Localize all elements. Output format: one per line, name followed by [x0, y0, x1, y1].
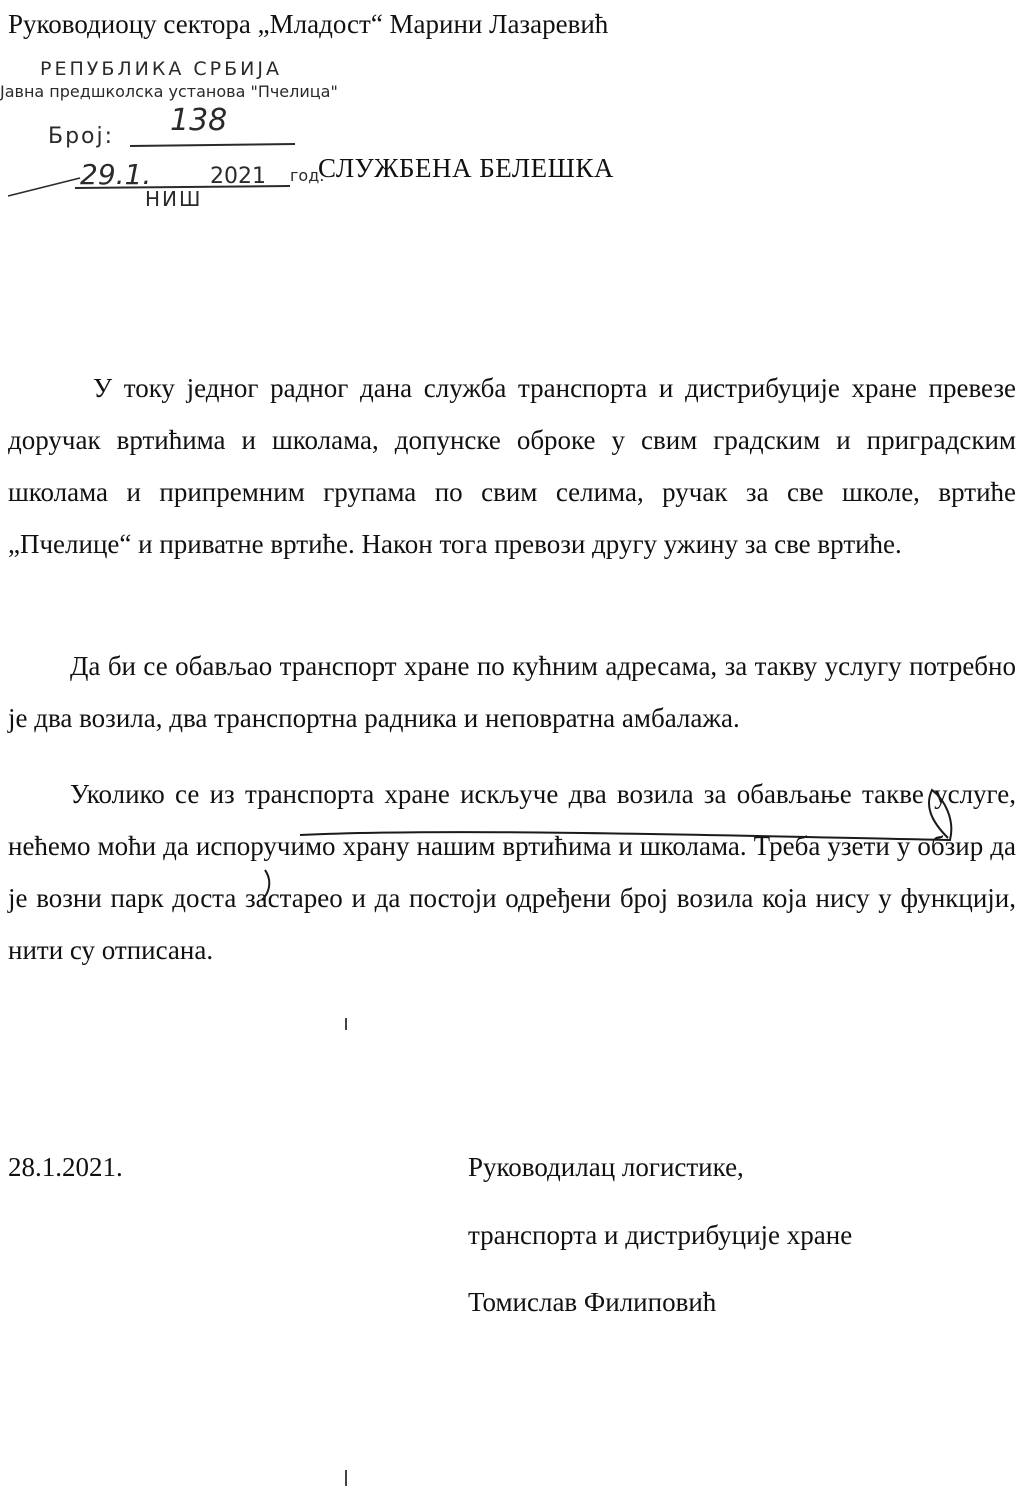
- stamp-number-value: 138: [170, 103, 228, 138]
- stamp-city: НИШ: [145, 187, 203, 211]
- paragraph-2: Да би се обављао транспорт хране по кућним адресама, за такву услугу потребно је два возила, два транспортна радника и неповратна амбалажа.: [8, 651, 1016, 733]
- stamp-year-label: год.: [290, 166, 325, 185]
- footer-date: 28.1.2021.: [8, 1152, 123, 1182]
- registry-stamp: [0, 58, 360, 218]
- stamp-date-value: 29.1.: [80, 158, 152, 191]
- stamp-year-value: 2021: [210, 164, 266, 189]
- paragraph-1: У току једног радног дана служба транспорта и дистрибуције хране превезе доручак вртићима и школама, допунске оброке у свим градским и приградским школама и припремним групама по свим селима, ручак за све школе, вртиће „Пчелице“ и приватне вртиће. Након тога превози другу ужину за све вртиће.: [8, 373, 1016, 559]
- document-title: СЛУЖБЕНА БЕЛЕШКА: [318, 153, 614, 183]
- paragraph-3: Уколико се из транспорта хране искључе два возила за обављање такве услуге, нећемо моћи да испоручимо храну нашим вртићима и школама. Треба узети у обзир да је возни парк доста застарео и да постоји одређени број возила која нису у функцији, нити су отписана.: [8, 779, 1016, 965]
- stamp-institution: Јавна предшколска установа "Пчелица": [0, 82, 338, 101]
- signature-name: Томислав Филиповић: [468, 1287, 717, 1317]
- stamp-country: РЕПУБЛИКА СРБИЈА: [40, 58, 282, 80]
- signature-role-line-1: Руководилац логистике,: [468, 1152, 744, 1182]
- signature-role-line-2: транспорта и дистрибуције хране: [468, 1220, 853, 1250]
- addressee-line: Руководиоцу сектора „Младост“ Марини Лазаревић: [8, 9, 609, 39]
- stamp-number-label: Број:: [48, 124, 115, 149]
